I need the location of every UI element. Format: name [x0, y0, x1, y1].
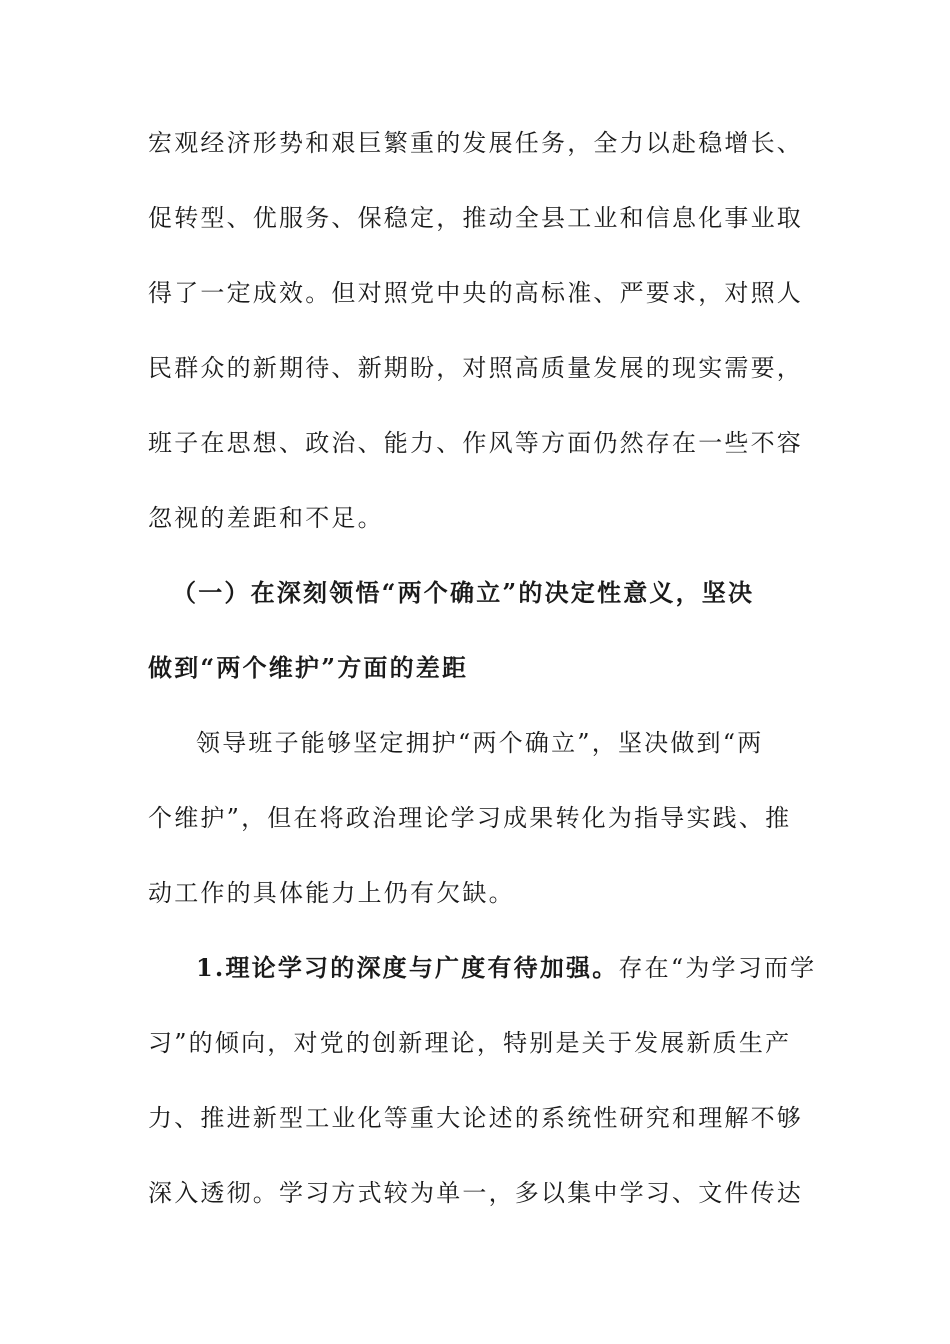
intro-line-6: 忽视的差距和不足。 — [148, 504, 384, 532]
section-body-line-2: 个维护”，但在将政治理论学习成果转化为指导实践、推 — [148, 804, 792, 832]
item1-lead: 1.理论学习的深度与广度有待加强。 — [196, 953, 619, 982]
intro-line-1: 宏观经济形势和艰巨繁重的发展任务，全力以赴稳增长、 — [148, 129, 803, 157]
section-heading-line-2: 做到“两个维护”方面的差距 — [148, 653, 469, 682]
item1-line-4: 深入透彻。学习方式较为单一，多以集中学习、文件传达 — [148, 1179, 803, 1207]
section-body-line-3: 动工作的具体能力上仍有欠缺。 — [148, 879, 515, 907]
item1-line-2: 习”的倾向，对党的创新理论，特别是关于发展新质生产 — [148, 1029, 792, 1057]
intro-line-4: 民群众的新期待、新期盼，对照高质量发展的现实需要， — [148, 354, 803, 382]
item1-line-3: 力、推进新型工业化等重大论述的系统性研究和理解不够 — [148, 1104, 803, 1132]
item1-first-line-rest: 存在“为学习而学 — [618, 954, 817, 982]
intro-line-5: 班子在思想、政治、能力、作风等方面仍然存在一些不容 — [148, 429, 803, 457]
section-heading-line-1: （一）在深刻领悟“两个确立”的决定性意义，坚决 — [172, 578, 755, 607]
intro-line-3: 得了一定成效。但对照党中央的高标准、严要求，对照人 — [148, 279, 803, 307]
section-body-line-1: 领导班子能够坚定拥护“两个确立”，坚决做到“两 — [196, 729, 764, 757]
intro-line-2: 促转型、优服务、保稳定，推动全县工业和信息化事业取 — [148, 204, 803, 232]
item1-first-line — [196, 952, 876, 984]
